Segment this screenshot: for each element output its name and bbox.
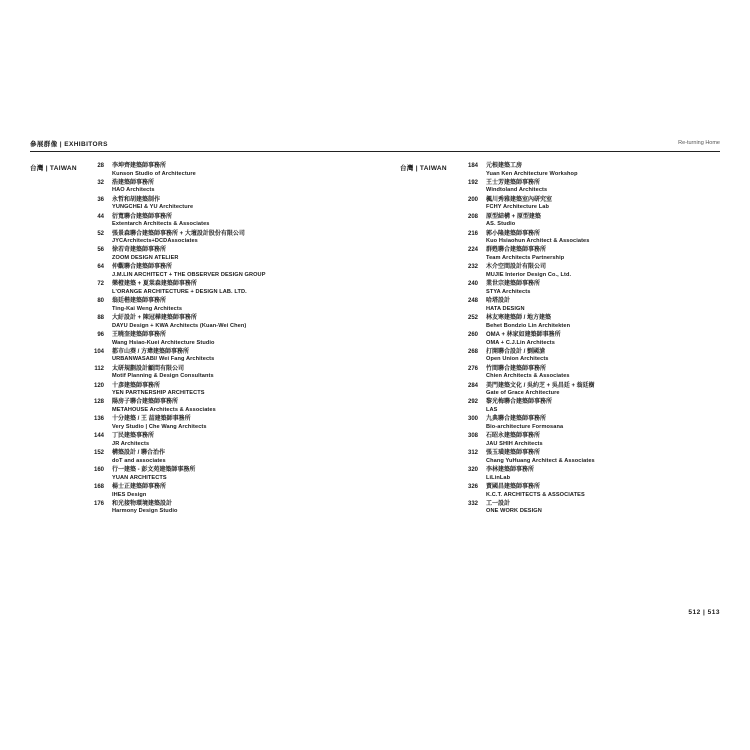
entry-chinese-name: 永哲和胡建築制作 (112, 196, 161, 203)
entry-english-name: Yuan Ken Architecture Workshop (486, 170, 578, 177)
entry-names (112, 315, 246, 330)
entry-page-number: 136 (93, 416, 104, 423)
entry-english-name: Wang Hsiao-Kuei Architecture Studio (112, 339, 215, 346)
entry-page-number: 308 (467, 433, 478, 440)
entry-chinese-name: 哈塔設計 (486, 298, 511, 305)
entry-chinese-name: 九典聯合建築師事務所 (486, 416, 547, 423)
entry-english-name: Kuo Hsiaohun Architect & Associates (486, 238, 590, 245)
entry-english-name: K.C.T. ARCHITECTS & ASSOCIATES (486, 491, 585, 498)
entry-english-name: METAHOUSE Architects & Associates (112, 407, 216, 414)
entry-english-name: JR Architects (112, 440, 150, 447)
entry-english-name: Extentarch Architects & Associates (112, 221, 210, 228)
entry-names (486, 349, 549, 364)
entry-english-name: LiLinLab (486, 474, 511, 481)
header-divider (30, 151, 720, 152)
entry-english-name: Team Architects Partnership (486, 255, 565, 262)
entry-names (486, 366, 570, 381)
entry-names (112, 450, 166, 465)
entry-english-name: Harmony Design Studio (112, 508, 178, 515)
entry-page-number: 128 (93, 399, 104, 406)
entry-page-number: 326 (467, 483, 478, 490)
entry-english-name: FCHY Architecture Lab (486, 204, 550, 211)
entry-names (486, 315, 570, 330)
entry-names (112, 247, 179, 262)
entry-english-name: YEN PARTNERSHIP ARCHITECTS (112, 390, 205, 397)
entry-page-number: 80 (97, 298, 104, 305)
entry-names (486, 231, 589, 246)
entry-chinese-name: 群甦聯合建築師事務所 (486, 247, 547, 254)
entry-english-name: Kunson Studio of Architecture (112, 170, 196, 177)
entry-page-number: 240 (467, 281, 478, 288)
entry-names (112, 298, 182, 313)
entry-english-name: Gate of Grace Architecture (486, 390, 560, 397)
entry-english-name: Open Union Architects (486, 356, 549, 363)
entry-chinese-name: 徐若奇建築師事務所 (112, 247, 167, 254)
entry-names (486, 298, 525, 313)
entry-names (112, 433, 154, 448)
entry-page-number: 232 (467, 264, 478, 271)
entry-names (486, 332, 561, 347)
entry-page-number: 168 (93, 483, 104, 490)
entry-names (112, 197, 193, 212)
entry-page-number: 192 (467, 179, 478, 186)
entry-english-name: YUNGCHEI & YU Architecture (112, 204, 194, 211)
entry-names (112, 332, 215, 347)
entry-chinese-name: 賣國昌建築師事務所 (486, 483, 541, 490)
entry-names (112, 214, 210, 229)
entry-page-number: 312 (467, 450, 478, 457)
entry-english-name: Chang YuHuang Architect & Associates (486, 457, 595, 464)
entry-page-number: 72 (97, 281, 104, 288)
entry-chinese-name: 太研規劃設計顧問有限公司 (112, 365, 185, 372)
section-label-right: 台灣 | TAIWAN (400, 165, 447, 172)
entry-english-name: Ting-Kai Weng Architects (112, 305, 183, 312)
entry-page-number: 52 (97, 230, 104, 237)
entry-english-name: AS. Studio (486, 221, 516, 228)
entry-chinese-name: 都市山葵 / 方瑋建築師事務所 (112, 348, 190, 355)
entry-chinese-name: 林友寒建築師 / 地方建築 (486, 315, 552, 322)
entry-english-name: IHES Design (112, 491, 147, 498)
entry-names (486, 180, 547, 195)
entry-chinese-name: 美門建築文化 / 吳約芝 + 吳昌廷 + 翁廷樹 (486, 382, 595, 389)
entry-chinese-name: 丁民建築事務所 (112, 433, 155, 440)
entry-chinese-name: 業世宗建築師事務所 (486, 281, 541, 288)
entry-page-number: 252 (467, 315, 478, 322)
entry-chinese-name: 王曉奎建築師事務所 (112, 331, 167, 338)
entry-names (486, 247, 564, 262)
page-header-title: 參展群像 | EXHIBITORS (30, 141, 108, 148)
entry-chinese-name: 石昭永建築師事務所 (486, 433, 541, 440)
entry-chinese-name: 行一建築 - 彭文苑建築師事務所 (112, 467, 196, 474)
entry-english-name: Motif Planning & Design Consultants (112, 373, 214, 380)
entry-page-number: 260 (467, 331, 478, 338)
entry-chinese-name: 木介空間設計有限公司 (486, 264, 547, 271)
entry-page-number: 248 (467, 298, 478, 305)
entry-names (112, 264, 266, 279)
entry-chinese-name: 原型結構 + 原型建築 (486, 213, 541, 220)
entry-names (112, 163, 196, 178)
entry-english-name: OMA + C.J.Lin Architects (486, 339, 555, 346)
entry-chinese-name: 竹間聯合建築師事務所 (486, 365, 547, 372)
entry-names (486, 197, 552, 212)
entry-english-name: ONE WORK DESIGN (486, 508, 542, 515)
entry-page-number: 276 (467, 365, 478, 372)
entry-names (486, 399, 552, 414)
entry-chinese-name: 張玉璜建築師事務所 (486, 450, 541, 457)
entry-names (486, 433, 543, 448)
entry-page-number: 292 (467, 399, 478, 406)
entry-names (486, 214, 541, 229)
entry-chinese-name: 樂橙建築 + 夏棠森建築師事務所 (112, 281, 197, 288)
entry-names (112, 399, 216, 414)
entry-chinese-name: 郭小隆建築師事務所 (486, 230, 541, 237)
entry-names (486, 383, 595, 398)
entry-page-number: 112 (94, 365, 104, 372)
entry-chinese-name: 張景森聯合建築師事務所 + 大壇設計股份有限公司 (112, 230, 245, 237)
entry-page-number: 332 (467, 500, 478, 507)
entry-page-number: 320 (467, 467, 478, 474)
section-label-left: 台灣 | TAIWAN (30, 165, 77, 172)
page-header-note: Re-turning Home (678, 140, 720, 146)
entry-english-name: HAO Architects (112, 187, 155, 194)
entry-page-number: 160 (93, 467, 104, 474)
entry-english-name: LAS (486, 407, 498, 414)
entry-page-number: 152 (93, 450, 104, 457)
entry-english-name: STYA Architects (486, 288, 531, 295)
entry-english-name: Very Studio | Che Wang Architects (112, 423, 207, 430)
entry-english-name: Chien Architects & Associates (486, 373, 570, 380)
entry-english-name: doT and associates (112, 457, 166, 464)
entry-chinese-name: 十彥建築師事務所 (112, 382, 161, 389)
entry-chinese-name: 陽房子聯合建築師事務所 (112, 399, 179, 406)
entry-english-name: MUJIE Interior Design Co., Ltd. (486, 271, 572, 278)
entry-page-number: 64 (97, 264, 104, 271)
entry-names (112, 349, 214, 364)
entry-page-number: 184 (467, 163, 478, 169)
entry-names (112, 366, 214, 381)
entry-names (112, 231, 245, 246)
entry-page-number: 200 (467, 196, 478, 203)
entry-names (486, 264, 571, 279)
entry-page-number: 300 (467, 416, 478, 423)
entry-english-name: L'ORANGE ARCHITECTURE + DESIGN LAB. LTD. (112, 288, 247, 295)
entry-chinese-name: 構築設計 / 聯合治作 (112, 450, 166, 457)
entry-names (486, 416, 563, 431)
entry-names (112, 383, 205, 398)
entry-chinese-name: 楓川秀雅建築室內研究室 (486, 196, 553, 203)
entry-chinese-name: 十分建築 / 王 喆建築師事務所 (112, 416, 191, 423)
entry-english-name: ZOOM DESIGN ATELIER (112, 255, 179, 262)
entry-chinese-name: 楊士正建築師事務所 (112, 483, 167, 490)
entry-chinese-name: 仲觀聯合建築師事務所 (112, 264, 173, 271)
entry-chinese-name: 黎光梅聯合建築師事務所 (486, 399, 553, 406)
entry-chinese-name: 浩建築師事務所 (112, 179, 155, 186)
entry-page-number: 268 (467, 348, 478, 355)
entry-chinese-name: 和光接物環境建築設計 (112, 500, 173, 507)
entry-names (486, 467, 534, 482)
entry-chinese-name: 翁廷楷建築師事務所 (112, 298, 167, 305)
entry-english-name: JAU SHIH Architects (486, 440, 543, 447)
entry-names (112, 281, 247, 296)
entry-page-number: 44 (97, 213, 104, 220)
entry-page-number: 104 (93, 348, 104, 355)
entry-page-number: 208 (467, 213, 478, 220)
entry-chinese-name: 李林建築師事務所 (486, 467, 535, 474)
entry-page-number: 96 (97, 331, 104, 338)
entry-page-number: 36 (97, 196, 104, 203)
entry-names (486, 450, 595, 465)
entry-english-name: HATA DESIGN (486, 305, 525, 312)
entry-names (112, 180, 155, 195)
entry-page-number: 56 (97, 247, 104, 254)
entry-english-name: Windtoland Architects (486, 187, 548, 194)
entry-english-name: JYCArchitects+DCDAssociates (112, 238, 198, 245)
entry-page-number: 224 (467, 247, 478, 254)
entry-names (486, 484, 585, 499)
entry-english-name: Bio-architecture Formosana (486, 423, 564, 430)
entry-english-name: Behet Bondzio Lin Architekten (486, 322, 571, 329)
entry-page-number: 176 (93, 500, 104, 507)
entry-page-number: 28 (97, 163, 104, 169)
entry-english-name: YUAN ARCHITECTS (112, 474, 167, 481)
entry-english-name: J.M.LIN ARCHITECT + THE OBSERVER DESIGN GROUP (112, 271, 266, 278)
entry-page-number: 144 (93, 433, 104, 440)
entry-names (486, 281, 540, 296)
entry-english-name: URBANWASABI/ Wei Fang Architects (112, 356, 215, 363)
entry-names (112, 416, 207, 431)
entry-chinese-name: 工一設計 (486, 500, 511, 507)
entry-page-number: 120 (93, 382, 104, 389)
entry-names (112, 467, 195, 482)
entry-chinese-name: 元根建築工房 (486, 163, 523, 169)
entry-chinese-name: 衍寬聯合建築師事務所 (112, 213, 173, 220)
page-numbers: 512 | 513 (688, 609, 720, 616)
entry-names (112, 484, 166, 499)
entry-page-number: 32 (97, 179, 104, 186)
entry-chinese-name: OMA + 林家如建築師事務所 (486, 331, 561, 338)
entry-page-number: 284 (467, 382, 478, 389)
entry-page-number: 88 (97, 315, 104, 322)
entry-chinese-name: 大紆設計 + 陳冠樺建築師事務所 (112, 315, 197, 322)
entry-names (112, 501, 178, 516)
entry-chinese-name: 王士芳建築師事務所 (486, 179, 541, 186)
entry-names (486, 501, 542, 516)
entry-chinese-name: 打開聯合設計 / 劉國滄 (486, 348, 546, 355)
entry-page-number: 216 (467, 230, 478, 237)
entry-english-name: DAYU Design + KWA Architects (Kuan-Wei Chen) (112, 322, 247, 329)
entry-names (486, 163, 578, 178)
entry-chinese-name: 李坤齊建築師事務所 (112, 163, 167, 169)
